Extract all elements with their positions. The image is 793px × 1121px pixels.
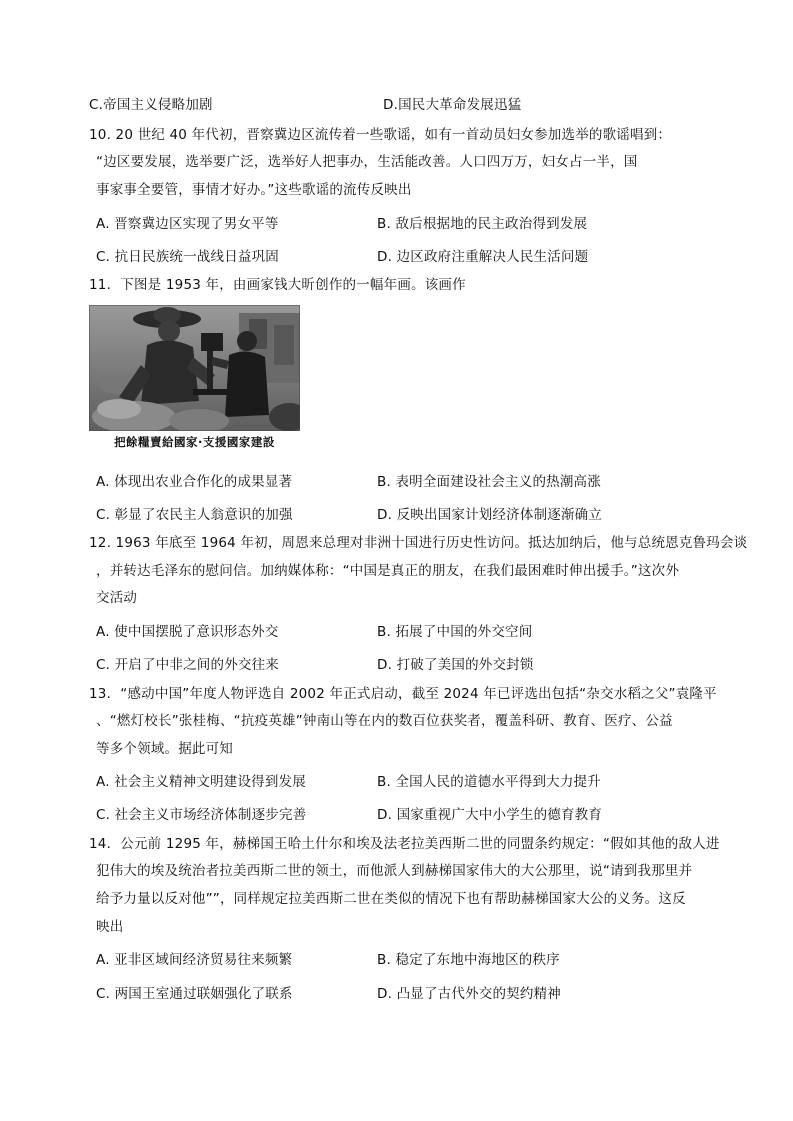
q10-option-a: A. 晋察冀边区实现了男女平等 bbox=[96, 216, 279, 232]
q10-option-b: B. 敌后根据地的民主政治得到发展 bbox=[377, 216, 588, 232]
q11-option-c: C. 彰显了农民主人翁意识的加强 bbox=[96, 507, 293, 523]
q11-option-d: D. 反映出国家计划经济体制逐渐确立 bbox=[377, 507, 603, 523]
q12-option-d: D. 打破了美国的外交封锁 bbox=[377, 657, 534, 673]
q12-stem-line1: 12. 1963 年底至 1964 年初，周恩来总理对非洲十国进行历史性访问。抵达加纳后，他与总统恩克鲁玛会谈 bbox=[89, 535, 748, 551]
q13-option-d: D. 国家重视广大中小学生的德育教育 bbox=[377, 807, 603, 823]
q14-stem-line1: 14．公元前 1295 年，赫梯国王哈土什尔和埃及法老拉美西斯二世的同盟条约规定：“假如其他的敌人进 bbox=[89, 836, 720, 852]
q14-stem-line4: 映出 bbox=[96, 919, 124, 935]
q13-option-b: B. 全国人民的道德水平得到大力提升 bbox=[377, 774, 601, 790]
q13-option-a: A. 社会主义精神文明建设得到发展 bbox=[96, 774, 306, 790]
q9-option-c: C.帝国主义侵略加剧 bbox=[89, 97, 213, 113]
q9-option-d: D.国民大革命发展迅猛 bbox=[383, 97, 522, 113]
q10-option-c: C. 抗日民族统一战线日益巩固 bbox=[96, 249, 280, 265]
q10-stem-line3: 事家事全要管，事情才好办。”这些歌谣的流传反映出 bbox=[96, 182, 412, 198]
q13-stem-line1: 13．“感动中国”年度人物评选自 2002 年正式启动，截至 2024 年已评选出包括“杂交水稻之父”袁隆平 bbox=[89, 686, 717, 702]
new-year-painting-figure bbox=[89, 305, 300, 452]
painting-caption: 把餘糧賣給國家·支援國家建設 bbox=[114, 435, 275, 449]
q13-stem-line2: 、“燃灯校长”张桂梅、“抗疫英雄”钟南山等在内的数百位获奖者，覆盖科研、教育、医疗、公益 bbox=[96, 713, 673, 729]
q14-option-b: B. 稳定了东地中海地区的秩序 bbox=[377, 952, 560, 968]
q12-option-a: A. 使中国摆脱了意识形态外交 bbox=[96, 624, 279, 640]
q12-stem-line3: 交活动 bbox=[96, 590, 138, 606]
q11-stem-line1: 11．下图是 1953 年，由画家钱大昕创作的一幅年画。该画作 bbox=[89, 277, 466, 293]
q12-option-c: C. 开启了中非之间的外交往来 bbox=[96, 657, 280, 673]
q10-option-d: D. 边区政府注重解决人民生活问题 bbox=[377, 249, 589, 265]
q12-stem-line2: ，并转达毛泽东的慰问信。加纳媒体称：“中国是真正的朋友，在我们最困难时伸出援手。”这次外 bbox=[96, 563, 680, 579]
q14-option-a: A. 亚非区域间经济贸易往来频繁 bbox=[96, 952, 293, 968]
q14-stem-line2: 犯伟大的埃及统治者拉美西斯二世的领土，而他派人到赫梯国家伟大的大公那里，说“请到我那里并 bbox=[96, 863, 693, 879]
q10-stem-line1: 10. 20 世纪 40 年代初，晋察冀边区流传着一些歌谣，如有一首动员妇女参加选举的歌谣唱到： bbox=[89, 127, 672, 143]
q11-option-b: B. 表明全面建设社会主义的热潮高涨 bbox=[377, 474, 601, 490]
q13-stem-line3: 等多个领域。据此可知 bbox=[96, 741, 233, 757]
q14-option-d: D. 凸显了古代外交的契约精神 bbox=[377, 986, 561, 1002]
q14-option-c: C. 两国王室通过联姻强化了联系 bbox=[96, 986, 293, 1002]
q13-option-c: C. 社会主义市场经济体制逐步完善 bbox=[96, 807, 307, 823]
painting-image bbox=[89, 305, 300, 431]
q10-stem-line2: “边区要发展，选举要广泛，选举好人把事办，生活能改善。人口四万万，妇女占一半，国 bbox=[96, 154, 638, 170]
q11-option-a: A. 体现出农业合作化的成果显著 bbox=[96, 474, 293, 490]
q12-option-b: B. 拓展了中国的外交空间 bbox=[377, 624, 533, 640]
q14-stem-line3: 给予力量以反对他””，同样规定拉美西斯二世在类似的情况下也有帮助赫梯国家大公的义务。这反 bbox=[96, 891, 686, 907]
